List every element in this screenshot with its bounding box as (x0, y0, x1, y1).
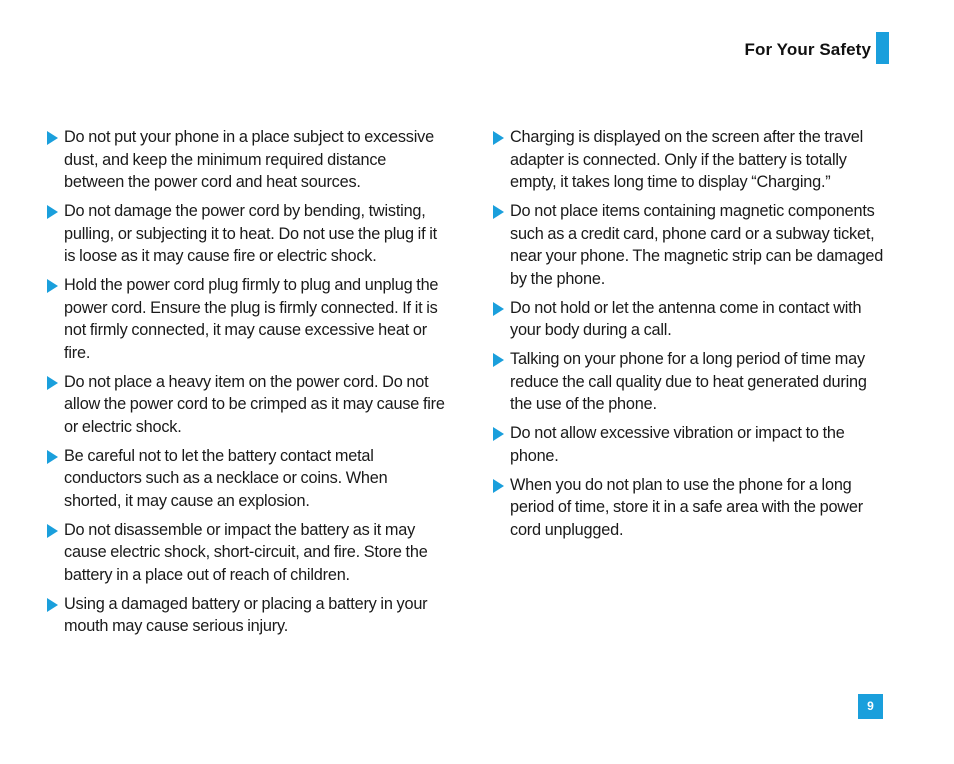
list-item (491, 297, 891, 342)
list-item-text: Do not disassemble or impact the battery as it may cause electric shock, short-circuit, and fire. Store the battery in a place out of reach of children. (64, 520, 428, 584)
list-item-text: Hold the power cord plug firmly to plug and unplug the power cord. Ensure the plug is firmly connected. If it is not firmly connected, it may cause excessive heat or fire. (64, 276, 439, 362)
section-tab-marker (876, 32, 889, 64)
triangle-bullet-icon (47, 376, 58, 390)
list-item-text: Do not place items containing magnetic components such as a credit card, phone card or a subway ticket, near your phone. The magnetic strip can be damaged by the phone. (510, 202, 884, 288)
right-column (491, 126, 891, 548)
list-item (491, 474, 891, 542)
triangle-bullet-icon (47, 450, 58, 464)
triangle-bullet-icon (47, 598, 58, 612)
list-item (45, 445, 447, 513)
list-item-text: Do not damage the power cord by bending, twisting, pulling, or subjecting it to heat. Do not use the plug if it is loose as it may cause fire or electric shock. (64, 202, 437, 265)
triangle-bullet-icon (493, 131, 504, 145)
triangle-bullet-icon (493, 427, 504, 441)
triangle-bullet-icon (47, 131, 58, 145)
triangle-bullet-icon (493, 353, 504, 367)
list-item (491, 348, 891, 416)
list-item-text: Using a damaged battery or placing a battery in your mouth may cause serious injury. (64, 594, 428, 635)
list-item (45, 371, 447, 439)
left-column (45, 126, 447, 644)
triangle-bullet-icon (47, 279, 58, 293)
page-number: 9 (858, 694, 883, 719)
list-item-text: Charging is displayed on the screen after the travel adapter is connected. Only if the battery is totally empty, it takes long time to display “Charging.” (510, 128, 864, 191)
triangle-bullet-icon (47, 524, 58, 538)
list-item (45, 593, 447, 638)
list-item-text: When you do not plan to use the phone for a long period of time, store it in a safe area with the power cord unplugged. (510, 475, 863, 539)
list-item-text: Do not allow excessive vibration or impact to the phone. (510, 424, 845, 465)
section-title: For Your Safety (744, 40, 871, 59)
list-item-text: Do not put your phone in a place subject to excessive dust, and keep the minimum required distance between the power cord and heat sources. (64, 128, 434, 191)
list-item (45, 519, 447, 587)
list-item-text: Do not hold or let the antenna come in contact with your body during a call. (510, 298, 862, 339)
list-item-text: Talking on your phone for a long period of time may reduce the call quality due to heat generated during the use of the phone. (510, 350, 867, 413)
triangle-bullet-icon (47, 205, 58, 219)
list-item-text: Do not place a heavy item on the power cord. Do not allow the power cord to be crimped as it may cause fire or electric shock. (64, 372, 445, 436)
list-item-text: Be careful not to let the battery contact metal conductors such as a necklace or coins. When shorted, it may cause an explosion. (64, 446, 388, 510)
list-item (45, 274, 447, 364)
list-item (45, 200, 447, 268)
triangle-bullet-icon (493, 205, 504, 219)
triangle-bullet-icon (493, 302, 504, 316)
triangle-bullet-icon (493, 479, 504, 493)
list-item (45, 126, 447, 194)
list-item (491, 126, 891, 194)
list-item (491, 200, 891, 290)
list-item (491, 422, 891, 467)
